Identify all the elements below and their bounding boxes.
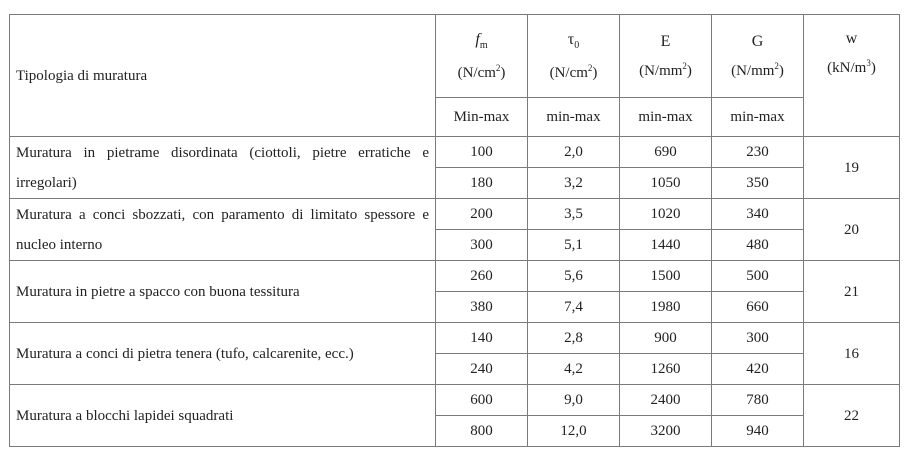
row-3-e-max: 1980 — [620, 292, 712, 323]
row-4-g-min: 300 — [712, 323, 804, 354]
row-5-tau-max: 12,0 — [528, 416, 620, 447]
header-tau-range: min-max — [528, 98, 620, 137]
row-4-type: Muratura a conci di pietra tenera (tufo, calcarenite, ecc.) — [10, 323, 436, 385]
row-2-g-min: 340 — [712, 199, 804, 230]
row-4-fm-max: 240 — [436, 354, 528, 385]
row-4-e-max: 1260 — [620, 354, 712, 385]
row-1-w: 19 — [804, 137, 900, 199]
row-4-tau-min: 2,8 — [528, 323, 620, 354]
header-g-symbol: G — [751, 32, 764, 50]
row-5-fm-min: 600 — [436, 385, 528, 416]
row-3-type: Muratura in pietre a spacco con buona tessitura — [10, 261, 436, 323]
row-5-w: 22 — [804, 385, 900, 447]
header-masonry-type: Tipologia di muratura — [10, 15, 436, 137]
row-4-tau-max: 4,2 — [528, 354, 620, 385]
row-3-fm-min: 260 — [436, 261, 528, 292]
row-5-tau-min: 9,0 — [528, 385, 620, 416]
row-5-type: Muratura a blocchi lapidei squadrati — [10, 385, 436, 447]
row-5-g-min: 780 — [712, 385, 804, 416]
row-3-tau-max: 7,4 — [528, 292, 620, 323]
row-1-fm-min: 100 — [436, 137, 528, 168]
row-1-g-max: 350 — [712, 168, 804, 199]
row-2-g-max: 480 — [712, 230, 804, 261]
row-2-tau-max: 5,1 — [528, 230, 620, 261]
header-fm-range: Min-max — [436, 98, 528, 137]
row-2-e-min: 1020 — [620, 199, 712, 230]
table-row — [10, 261, 900, 292]
row-2-tau-min: 3,5 — [528, 199, 620, 230]
table-row — [10, 137, 900, 168]
row-1-e-min: 690 — [620, 137, 712, 168]
row-1-type: Muratura in pietrame disordinata (ciottoli, pietre erratiche e irregolari) — [10, 137, 436, 199]
row-5-fm-max: 800 — [436, 416, 528, 447]
header-tau — [528, 15, 620, 98]
table-body — [10, 15, 900, 447]
table-row — [10, 199, 900, 230]
row-4-fm-min: 140 — [436, 323, 528, 354]
row-3-tau-min: 5,6 — [528, 261, 620, 292]
row-5-g-max: 940 — [712, 416, 804, 447]
row-4-g-max: 420 — [712, 354, 804, 385]
table-row — [10, 385, 900, 416]
row-3-w: 21 — [804, 261, 900, 323]
header-g — [712, 15, 804, 98]
row-2-e-max: 1440 — [620, 230, 712, 261]
row-1-tau-max: 3,2 — [528, 168, 620, 199]
row-2-fm-min: 200 — [436, 199, 528, 230]
table-row — [10, 323, 900, 354]
row-1-fm-max: 180 — [436, 168, 528, 199]
header-w-symbol: w — [845, 30, 858, 47]
row-5-e-min: 2400 — [620, 385, 712, 416]
row-3-fm-max: 380 — [436, 292, 528, 323]
row-5-e-max: 3200 — [620, 416, 712, 447]
row-4-e-min: 900 — [620, 323, 712, 354]
row-1-e-max: 1050 — [620, 168, 712, 199]
header-tau-symbol: $\tau_0$ — [567, 31, 580, 52]
row-4-w: 16 — [804, 323, 900, 385]
row-3-g-max: 660 — [712, 292, 804, 323]
header-fm-unit: $(N/cm^2)$ — [457, 62, 506, 81]
row-3-g-min: 500 — [712, 261, 804, 292]
row-2-fm-max: 300 — [436, 230, 528, 261]
row-3-e-min: 1500 — [620, 261, 712, 292]
header-row-top — [10, 15, 900, 98]
header-g-unit: $(N/mm^2)$ — [731, 61, 784, 80]
header-tau-unit: $(N/cm^2)$ — [549, 62, 598, 81]
row-1-g-min: 230 — [712, 137, 804, 168]
header-e — [620, 15, 712, 98]
header-e-range: min-max — [620, 98, 712, 137]
masonry-properties-table — [9, 14, 900, 447]
header-fm-symbol: $f_m$ — [475, 31, 488, 52]
row-2-w: 20 — [804, 199, 900, 261]
row-1-tau-min: 2,0 — [528, 137, 620, 168]
header-w-unit: $(kN/m^3)$ — [827, 58, 876, 77]
header-w — [804, 15, 900, 137]
header-e-symbol: E — [660, 32, 671, 50]
header-e-unit: $(N/mm^2)$ — [639, 61, 692, 80]
row-2-type: Muratura a conci sbozzati, con paramento di limitato spessore e nucleo interno — [10, 199, 436, 261]
header-fm — [436, 15, 528, 98]
header-g-range: min-max — [712, 98, 804, 137]
